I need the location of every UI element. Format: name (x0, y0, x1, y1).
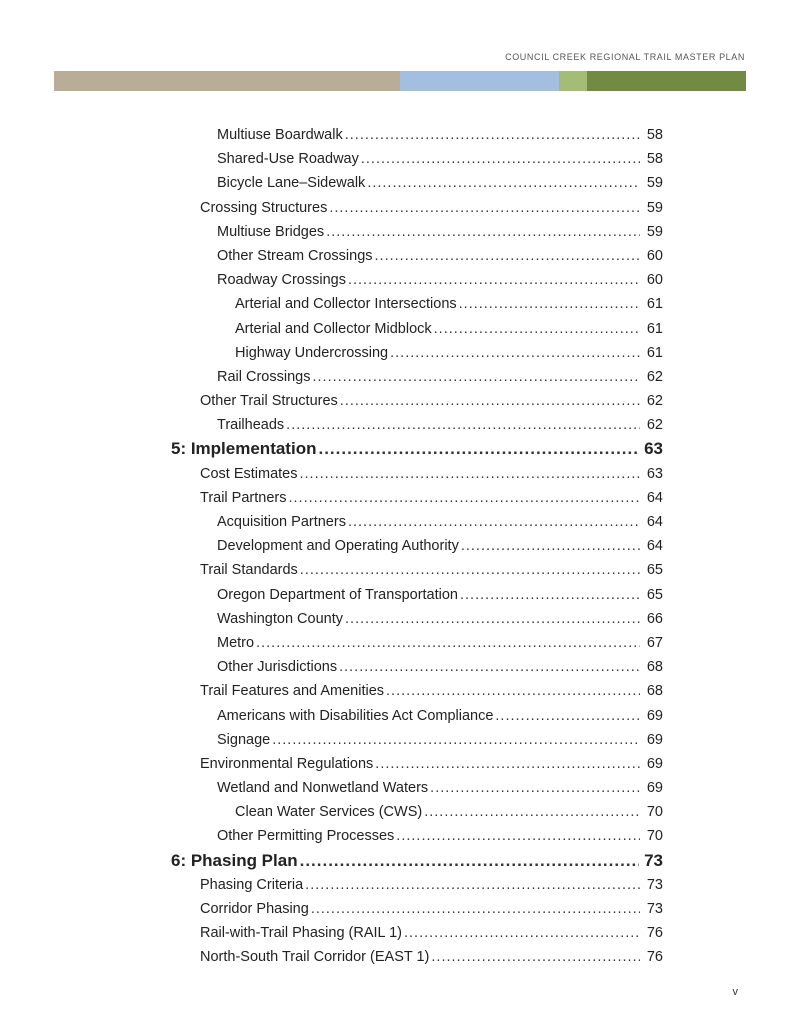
toc-entry[interactable] (0, 171, 800, 195)
toc-dot-leader (288, 486, 640, 510)
toc-entry-page-number: 64 (646, 489, 663, 506)
toc-entry-title: Other Stream Crossings (217, 247, 373, 264)
toc-entry-page-number: 69 (646, 731, 663, 748)
toc-entry-page-number: 73 (644, 850, 663, 870)
toc-entry[interactable] (0, 147, 800, 171)
toc-entry-page-number: 58 (646, 127, 663, 143)
toc-entry-title: Trail Partners (200, 489, 287, 506)
toc-entry-title: Other Jurisdictions (217, 659, 338, 676)
toc-chapter-entry[interactable] (0, 437, 800, 461)
toc-dot-leader (460, 583, 640, 607)
toc-entry-title: Signage (217, 731, 271, 748)
toc-entry-page-number: 60 (646, 272, 663, 289)
toc-entry-title: Trailheads (217, 417, 285, 434)
toc-entry-page-number: 65 (646, 586, 663, 603)
toc-entry-page-number: 73 (646, 901, 663, 917)
toc-entry-title: Highway Undercrossing (235, 344, 389, 361)
toc-entry[interactable] (0, 365, 800, 389)
toc-entry-title: Cost Estimates (200, 465, 298, 482)
band-segment-light-green (559, 71, 587, 91)
toc-entry-page-number: 76 (646, 949, 663, 966)
toc-entry[interactable] (0, 123, 800, 147)
toc-entry-title: Bicycle Lane–Sidewalk (217, 175, 366, 192)
toc-entry-page-number: 62 (646, 393, 663, 410)
toc-entry-page-number: 65 (646, 562, 663, 579)
toc-entry-title: Americans with Disabilities Act Compliance (217, 707, 494, 724)
toc-dot-leader (312, 365, 640, 389)
toc-entry-title: 6: Phasing Plan (171, 850, 298, 870)
toc-entry-title: Environmental Regulations (200, 755, 374, 772)
toc-entry-title: Corridor Phasing (200, 901, 309, 917)
toc-entry-title: Washington County (217, 610, 344, 627)
header-color-band (54, 71, 746, 91)
toc-chapter-entry[interactable] (0, 849, 800, 873)
toc-entry-page-number: 64 (646, 538, 663, 555)
toc-entry-title: Multiuse Bridges (217, 223, 325, 240)
toc-entry-title: Rail Crossings (217, 368, 311, 385)
toc-entry-title: Trail Features and Amenities (200, 683, 385, 700)
toc-entry[interactable] (0, 679, 800, 703)
toc-entry-page-number: 67 (646, 634, 663, 651)
toc-entry-page-number: 61 (646, 296, 663, 313)
toc-entry-title: Other Permitting Processes (217, 828, 395, 845)
toc-entry[interactable] (0, 413, 800, 437)
toc-entry-page-number: 66 (646, 610, 663, 627)
toc-entry-page-number: 59 (646, 175, 663, 192)
toc-entry[interactable] (0, 486, 800, 510)
toc-dot-leader (286, 413, 640, 437)
toc-entry[interactable] (0, 921, 800, 945)
toc-dot-leader (300, 558, 640, 582)
toc-entry[interactable] (0, 268, 800, 292)
toc-dot-leader (318, 437, 639, 461)
toc-entry-page-number: 58 (646, 151, 663, 168)
table-of-contents (0, 123, 800, 970)
toc-entry-page-number: 70 (646, 804, 663, 821)
toc-entry-title: Multiuse Boardwalk (217, 127, 343, 143)
toc-entry-title: Wetland and Nonwetland Waters (217, 780, 429, 797)
toc-entry-title: Rail-with-Trail Phasing (RAIL 1) (200, 925, 402, 942)
toc-entry-title: Oregon Department of Transportation (217, 586, 458, 603)
toc-entry-page-number: 63 (644, 439, 663, 459)
toc-dot-leader (367, 171, 640, 195)
toc-entry-title: Other Trail Structures (200, 393, 338, 410)
toc-dot-leader (386, 679, 640, 703)
toc-entry[interactable] (0, 800, 800, 824)
toc-dot-leader (340, 389, 640, 413)
toc-dot-leader (348, 510, 640, 534)
toc-dot-leader (375, 752, 640, 776)
toc-entry[interactable] (0, 607, 800, 631)
toc-entry[interactable] (0, 945, 800, 969)
toc-entry[interactable] (0, 389, 800, 413)
toc-entry-title: Trail Standards (200, 562, 298, 579)
toc-dot-leader (345, 607, 640, 631)
toc-entry-title: Development and Operating Authority (217, 538, 459, 555)
toc-entry[interactable] (0, 196, 800, 220)
running-header-title: COUNCIL CREEK REGIONAL TRAIL MASTER PLAN (505, 52, 745, 62)
toc-entry[interactable] (0, 583, 800, 607)
toc-entry[interactable] (0, 510, 800, 534)
toc-dot-leader (329, 196, 640, 220)
toc-entry-title: Crossing Structures (200, 199, 328, 216)
toc-dot-leader (396, 824, 640, 848)
band-segment-dark-green (587, 71, 746, 91)
toc-dot-leader (361, 147, 640, 171)
toc-entry-title: Shared-Use Roadway (217, 151, 359, 168)
toc-dot-leader (404, 921, 640, 945)
toc-entry-page-number: 70 (646, 828, 663, 845)
toc-entry[interactable] (0, 220, 800, 244)
toc-dot-leader (300, 849, 639, 873)
toc-entry-page-number: 68 (646, 683, 663, 700)
toc-entry-page-number: 68 (646, 659, 663, 676)
toc-entry-page-number: 61 (646, 344, 663, 361)
toc-entry[interactable] (0, 317, 800, 341)
toc-entry-page-number: 69 (646, 707, 663, 724)
toc-entry-page-number: 63 (646, 465, 663, 482)
toc-entry[interactable] (0, 341, 800, 365)
toc-dot-leader (339, 655, 640, 679)
toc-entry-page-number: 60 (646, 247, 663, 264)
toc-entry-page-number: 62 (646, 368, 663, 385)
toc-entry-title: North-South Trail Corridor (EAST 1) (200, 949, 430, 966)
toc-entry[interactable] (0, 244, 800, 268)
toc-dot-leader (305, 873, 640, 897)
toc-dot-leader (272, 728, 640, 752)
toc-entry-title: Arterial and Collector Midblock (235, 320, 432, 337)
toc-dot-leader (430, 776, 640, 800)
toc-dot-leader (459, 292, 640, 316)
toc-entry[interactable] (0, 728, 800, 752)
toc-dot-leader (461, 534, 640, 558)
toc-entry-title: Clean Water Services (CWS) (235, 804, 423, 821)
toc-dot-leader (434, 317, 640, 341)
toc-dot-leader (495, 704, 640, 728)
toc-entry-page-number: 61 (646, 320, 663, 337)
toc-dot-leader (311, 897, 640, 921)
toc-entry-title: Metro (217, 634, 255, 651)
toc-dot-leader (431, 945, 640, 969)
toc-entry[interactable] (0, 292, 800, 316)
toc-dot-leader (348, 268, 640, 292)
toc-entry-title: 5: Implementation (171, 439, 317, 459)
toc-entry-page-number: 69 (646, 755, 663, 772)
toc-entry-title: Acquisition Partners (217, 514, 346, 530)
toc-entry[interactable] (0, 824, 800, 848)
toc-entry[interactable] (0, 558, 800, 582)
toc-entry-title: Roadway Crossings (217, 272, 346, 289)
toc-dot-leader (256, 631, 640, 655)
toc-entry[interactable] (0, 631, 800, 655)
toc-entry-title: Phasing Criteria (200, 876, 304, 893)
toc-entry-page-number: 76 (646, 925, 663, 942)
toc-entry-page-number: 59 (646, 199, 663, 216)
toc-entry[interactable] (0, 776, 800, 800)
toc-entry[interactable] (0, 897, 800, 921)
toc-dot-leader (345, 123, 640, 147)
toc-dot-leader (424, 800, 640, 824)
toc-entry[interactable] (0, 462, 800, 486)
page-number: v (732, 986, 738, 998)
toc-entry-page-number: 62 (646, 417, 663, 434)
toc-entry[interactable] (0, 655, 800, 679)
toc-entry-title: Arterial and Collector Intersections (235, 296, 457, 313)
band-segment-blue (400, 71, 559, 91)
toc-entry-page-number: 59 (646, 223, 663, 240)
band-segment-tan (54, 71, 400, 91)
toc-entry[interactable] (0, 752, 800, 776)
toc-entry[interactable] (0, 534, 800, 558)
toc-dot-leader (326, 220, 640, 244)
toc-entry[interactable] (0, 704, 800, 728)
toc-entry-page-number: 69 (646, 780, 663, 797)
toc-entry[interactable] (0, 873, 800, 897)
toc-dot-leader (390, 341, 640, 365)
toc-dot-leader (375, 244, 640, 268)
toc-entry-page-number: 64 (646, 514, 663, 530)
toc-dot-leader (300, 462, 641, 486)
toc-entry-page-number: 73 (646, 876, 663, 893)
